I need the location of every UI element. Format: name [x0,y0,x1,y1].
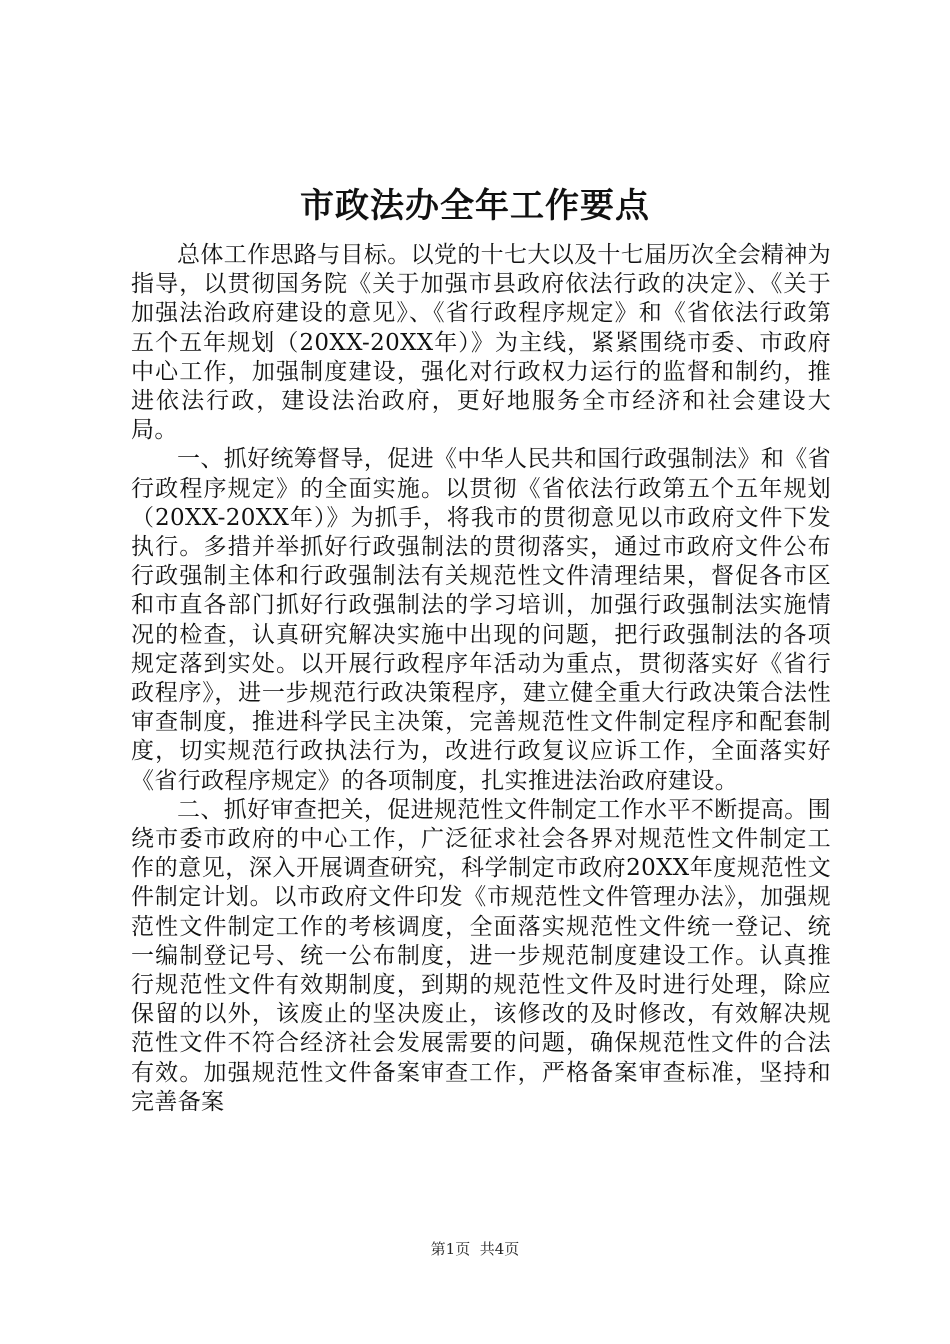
paragraph-section-one: 一、抓好统筹督导，促进《中华人民共和国行政强制法》和《省行政程序规定》的全面实施。以贯彻《省依法行政第五个五年规划（20XX-20XX年）》为抓手，将我市的贯彻意见以市政府文件下发执行。多措并举抓好行政强制法的贯彻落实，通过市政府文件公布行政强制主体和行政强制法有关规范性文件清理结果，督促各市区和市直各部门抓好行政强制法的学习培训，加强行政强制法实施情况的检查，认真研究解决实施中出现的问题，把行政强制法的各项规定落到实处。以开展行政程序年活动为重点，贯彻落实好《省行政程序》，进一步规范行政决策程序，建立健全重大行政决策合法性审查制度，推进科学民主决策，完善规范性文件制定程序和配套制度，切实规范行政执法行为，改进行政复议应诉工作，全面落实好《省行政程序规定》的各项制度，扎实推进法治政府建设。 [131,446,831,794]
page-total: 共4页 [479,1240,520,1258]
document-title: 市政法办全年工作要点 [300,186,650,226]
paragraph-section-two: 二、抓好审查把关，促进规范性文件制定工作水平不断提高。围绕市委市政府的中心工作，广泛征求社会各界对规范性文件制定工作的意见，深入开展调查研究，科学制定市政府20XX年度规范性文件制定计划。以市政府文件印发《市规范性文件管理办法》，加强规范性文件制定工作的考核调度，全面落实规范性文件统一登记、统一编制登记号、统一公布制度，进一步规范制度建设工作。认真推行规范性文件有效期制度，到期的规范性文件及时进行处理，除应保留的以外，该废止的坚决废止，该修改的及时修改，有效解决规范性文件不符合经济社会发展需要的问题，确保规范性文件的合法有效。加强规范性文件备案审查工作，严格备案审查标准，坚持和完善备案 [131,796,831,1115]
document-body [131,241,831,1117]
page-footer [0,1239,950,1259]
paragraph-overall-goals: 总体工作思路与目标。以党的十七大以及十七届历次全会精神为指导，以贯彻国务院《关于加强市县政府依法行政的决定》、《关于加强法治政府建设的意见》、《省行政程序规定》和《省依法行政第五个五年规划（20XX-20XX年）》为主线，紧紧围绕市委、市政府中心工作，加强制度建设，强化对行政权力运行的监督和制约，推进依法行政，建设法治政府，更好地服务全市经济和社会建设大局。 [131,242,831,444]
page-number: 第1页 [430,1240,471,1258]
footer-separator [470,1240,480,1258]
